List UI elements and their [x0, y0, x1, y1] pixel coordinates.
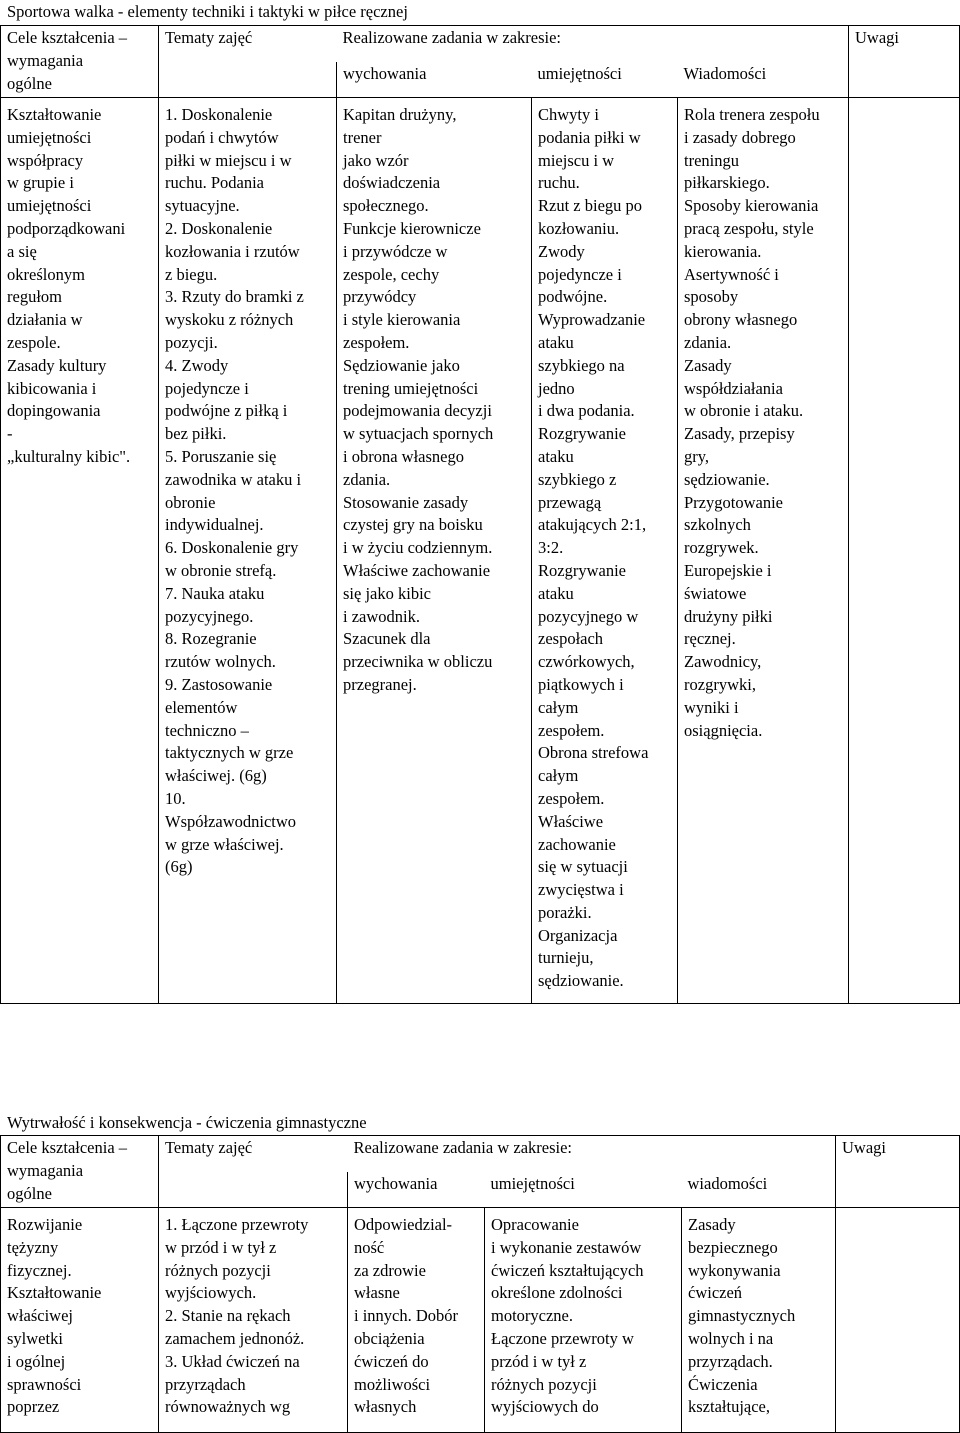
- header-uwagi: Uwagi: [849, 26, 960, 98]
- cell-wychowania-2: Odpowiedzial- ność za zdrowie własne i innych. Dobór obciążenia ćwiczeń do możliwości własnych: [348, 1208, 485, 1433]
- cell-cele: Kształtowanie umiejętności współpracy w grupie i umiejętności podporządkowani a się określonym regułom działania w zespole. Zasady kultury kibicowania i dopingowania - „kulturalny kibic".: [1, 98, 159, 1004]
- cell-wychowania: Kapitan drużyny, trener jako wzór doświadczenia społecznego. Funkcje kierownicze i przywódcze w zespole, cechy przywódcy i style kierowania zespołem. Sędziowanie jako trening umiejętności podejmowania decyzji w sytuacjach spornych i obrona własnego zdania. Stosowanie zasady czystej gry na boisku i w życiu codziennym. Właściwe zachowanie się jako kibic i zawodnik. Szacunek dla przeciwnika w obliczu przegranej.: [337, 98, 532, 1004]
- cell-umiejetnosci-2: Opracowanie i wykonanie zestawów ćwiczeń kształtujących określone zdolności motoryczne. Łączone przewroty w przód i w tył z różnych pozycji wyjściowych do: [485, 1208, 682, 1433]
- header-wychowania-2: wychowania: [348, 1172, 485, 1208]
- header-cele-2: Cele kształcenia – wymagania ogólne: [1, 1136, 159, 1208]
- header-wychowania: wychowania: [337, 62, 532, 98]
- header-uwagi-2: Uwagi: [836, 1136, 960, 1208]
- section-2-title: Wytrwałość i konsekwencja - ćwiczenia gimnastyczne: [7, 1113, 367, 1132]
- cell-tematy-2: 1. Łączone przewroty w przód i w tył z różnych pozycji wyjściowych. 2. Stanie na rękach zamachem jednonóż. 3. Układ ćwiczeń na przyrządach równoważnych wg: [159, 1208, 348, 1433]
- header-umiejetnosci: umiejętności: [532, 62, 678, 98]
- header-cele: Cele kształcenia – wymagania ogólne: [1, 26, 159, 98]
- header-tematy-2: Tematy zajęć: [159, 1136, 348, 1208]
- section-2-table: [0, 1135, 960, 1433]
- header-wiadomosci-2: wiadomości: [682, 1172, 836, 1208]
- cell-wiadomosci-2: Zasady bezpiecznego wykonywania ćwiczeń gimnastycznych wolnych i na przyrządach. Ćwiczenia kształtujące,: [682, 1208, 836, 1433]
- header-wiadomosci: Wiadomości: [678, 62, 849, 98]
- section-1-table: [0, 25, 960, 1004]
- cell-tematy: 1. Doskonalenie podań i chwytów piłki w miejscu i w ruchu. Podania sytuacyjne. 2. Doskonalenie kozłowania i rzutów z biegu. 3. Rzuty do bramki z wyskoku z różnych pozycji. 4. Zwody pojedyncze i podwójne z piłką i bez piłki. 5. Poruszanie się zawodnika w ataku i obronie indywidualnej. 6. Doskonalenie gry w obronie strefą. 7. Nauka ataku pozycyjnego. 8. Rozegranie rzutów wolnych. 9. Zastosowanie elementów techniczno – taktycznych w grze właściwej. (6g) 10. Współzawodnictwo w grze właściwej. (6g): [159, 98, 337, 1004]
- cell-uwagi: [849, 98, 960, 1004]
- section-1-title: Sportowa walka - elementy techniki i taktyki w piłce ręcznej: [7, 2, 408, 21]
- cell-uwagi-2: [836, 1208, 960, 1433]
- cell-umiejetnosci: Chwyty i podania piłki w miejscu i w ruchu. Rzut z biegu po kozłowaniu. Zwody pojedyncze i podwójne. Wyprowadzanie ataku szybkiego na jedno i dwa podania. Rozgrywanie ataku szybkiego z przewagą atakujących 2:1, 3:2. Rozgrywanie ataku pozycyjnego w zespołach czwórkowych, piątkowych i całym zespołem. Obrona strefowa całym zespołem. Właściwe zachowanie się w sytuacji zwycięstwa i porażki. Organizacja turnieju, sędziowanie.: [532, 98, 678, 1004]
- cell-wiadomosci: Rola trenera zespołu i zasady dobrego treningu piłkarskiego. Sposoby kierowania pracą zespołu, style kierowania. Asertywność i sposoby obrony własnego zdania. Zasady współdziałania w obronie i ataku. Zasady, przepisy gry, sędziowanie. Przygotowanie szkolnych rozgrywek. Europejskie i światowe drużyny piłki ręcznej. Zawodnicy, rozgrywki, wyniki i osiągnięcia.: [678, 98, 849, 1004]
- header-tematy: Tematy zajęć: [159, 26, 337, 98]
- header-realized: Realizowane zadania w zakresie:: [337, 26, 849, 62]
- header-realized-2: Realizowane zadania w zakresie:: [348, 1136, 836, 1172]
- cell-cele-2: Rozwijanie tężyzny fizycznej. Kształtowanie właściwej sylwetki i ogólnej sprawności poprzez: [1, 1208, 159, 1433]
- header-umiejetnosci-2: umiejętności: [485, 1172, 682, 1208]
